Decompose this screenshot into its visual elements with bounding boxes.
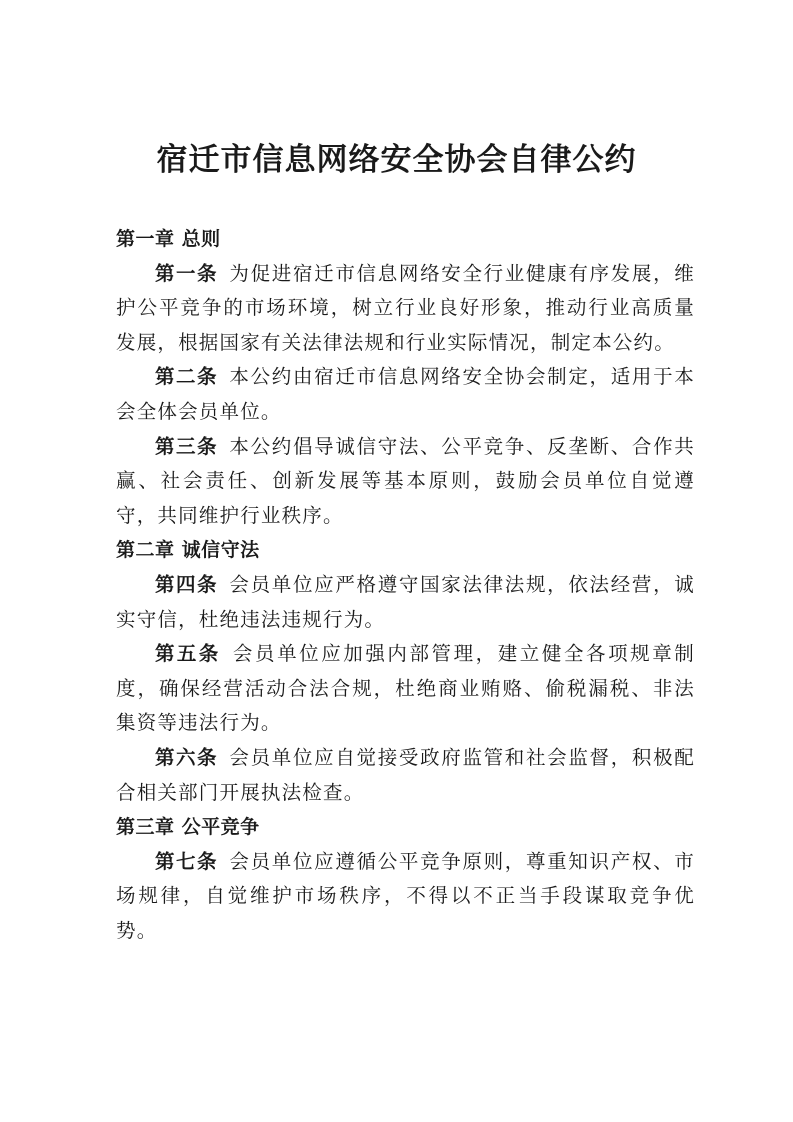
article-text: 会员单位应严格遵守国家法律法规，依法经营，诚实守信，杜绝违法违规行为。 [116,572,695,631]
chapter-2 [116,533,695,810]
chapter-heading: 第一章 总则 [116,228,221,250]
article-text: 本公约由宿迁市信息网络安全协会制定，适用于本会全体会员单位。 [116,365,695,423]
document-body [116,222,695,948]
article-text: 会员单位应遵循公平竞争原则，尊重知识产权、市场规律，自觉维护市场秩序，不得以不正当手段谋取竞争优势。 [116,849,695,942]
article-text: 会员单位应加强内部管理，建立健全各项规章制度，确保经营活动合法合规，杜绝商业贿赂、偷税漏税、非法集资等违法行为。 [116,642,695,735]
article-4 [116,568,695,637]
document-title: 宿迁市信息网络安全协会自律公约 [156,142,637,178]
chapter-3 [116,810,695,948]
article-3 [116,430,695,534]
chapter-heading: 第二章 诚信守法 [116,539,260,562]
chapter-1 [116,222,695,533]
article-number: 第三条 [155,434,218,458]
article-number: 第四条 [155,572,218,596]
chapter-heading: 第三章 公平竞争 [116,816,260,839]
article-7 [116,845,695,949]
article-6 [116,741,695,810]
article-number: 第二条 [155,365,218,389]
article-text: 本公约倡导诚信守法、公平竞争、反垄断、合作共赢、社会责任、创新发展等基本原则，鼓励会员单位自觉遵守，共同维护行业秩序。 [116,434,695,527]
article-number: 第一条 [155,261,218,285]
article-2 [116,360,695,429]
article-text: 会员单位应自觉接受政府监管和社会监督，积极配合相关部门开展执法检查。 [116,745,695,804]
article-5 [116,637,695,741]
article-text: 为促进宿迁市信息网络安全行业健康有序发展，维护公平竞争的市场环境，树立行业良好形象，推动行业高质量发展，根据国家有关法律法规和行业实际情况，制定本公约。 [116,261,695,354]
article-number: 第七条 [155,849,218,873]
article-1 [116,257,695,361]
article-number: 第五条 [155,642,221,666]
article-number: 第六条 [155,745,218,769]
